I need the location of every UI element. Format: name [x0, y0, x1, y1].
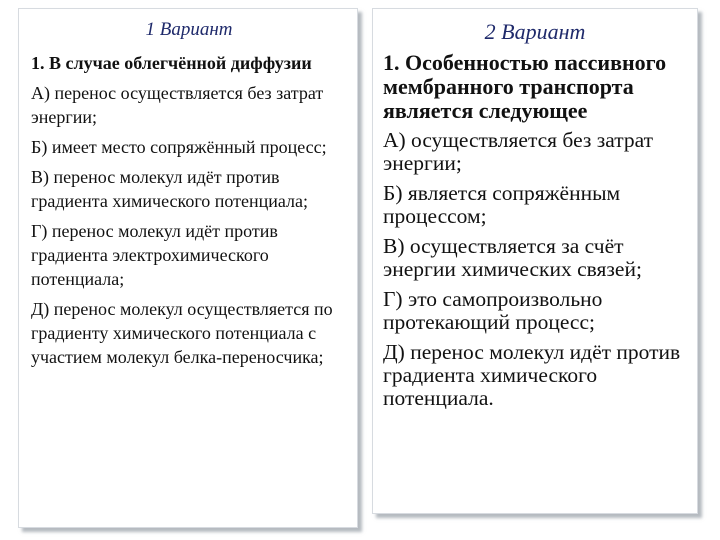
variant-2-card — [372, 8, 698, 514]
variant-2-title: 2 Вариант — [484, 19, 586, 44]
variant-1-title: 1 Вариант — [145, 19, 233, 40]
variant-2-option-e: Д) перенос молекул идёт против градиента химического потенциала. — [383, 340, 681, 410]
variant-2-option-a: А) осуществляется без затрат энергии; — [383, 128, 654, 175]
variant-1-option-b: Б) имеет место сопряжённый процесс; — [31, 137, 327, 157]
variant-2-option-b: Б) является сопряжённым процессом; — [383, 181, 621, 228]
variant-2-option-d: Г) это самопроизвольно протекающий процесс; — [383, 287, 603, 334]
variant-1-card — [18, 8, 358, 528]
variant-1-option-a: А) перенос осуществляется без затрат энергии; — [31, 83, 324, 127]
variant-2-question: 1. Особенностью пассивного мембранного транспорта является следующее — [383, 50, 667, 123]
variant-1-option-c: В) перенос молекул идёт против градиента химического потенциала; — [31, 167, 309, 211]
variant-1-question: 1. В случае облегчённой диффузии — [31, 53, 312, 73]
variant-1-option-d: Г) перенос молекул идёт против градиента электрохимического потенциала; — [31, 221, 278, 289]
variant-1-option-e: Д) перенос молекул осуществляется по градиенту химического потенциала с участием молекул белка-переносчика; — [31, 299, 333, 367]
variant-2-option-c: В) осуществляется за счёт энергии химических связей; — [383, 234, 642, 281]
